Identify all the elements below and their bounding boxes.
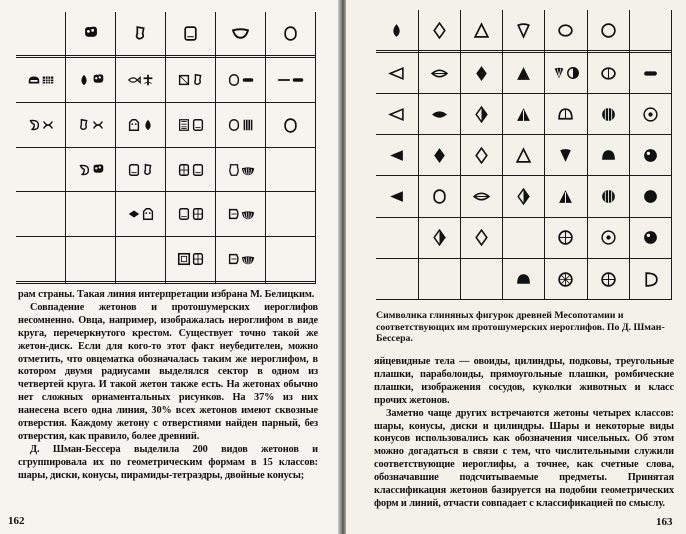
left-table-cell bbox=[216, 58, 266, 103]
left-table-cell bbox=[116, 281, 166, 283]
right-table-cell bbox=[418, 176, 460, 217]
diamH-glyph-icon bbox=[473, 106, 490, 123]
tri-glyph-icon bbox=[515, 147, 532, 164]
eggX-glyph-icon bbox=[600, 65, 617, 82]
right-table-cell bbox=[587, 176, 629, 217]
right-table-cell bbox=[460, 52, 502, 93]
quad-glyph-icon bbox=[177, 163, 191, 177]
left-table-cell bbox=[266, 58, 316, 103]
arrowL-glyph-icon bbox=[388, 188, 405, 205]
thin-glyph-icon bbox=[277, 73, 291, 87]
right-book-page bbox=[346, 0, 686, 534]
right-page-text bbox=[374, 356, 674, 511]
hook-glyph-icon bbox=[77, 118, 91, 132]
right-table-cell bbox=[418, 52, 460, 93]
left-table-cell bbox=[266, 281, 316, 283]
right-table-cell bbox=[418, 258, 460, 299]
left-table-cell bbox=[16, 58, 66, 103]
left-table-cell bbox=[266, 102, 316, 147]
right-table-cell bbox=[629, 10, 671, 50]
left-table-row bbox=[16, 147, 316, 192]
circD-glyph-icon bbox=[642, 106, 659, 123]
ball-glyph-icon bbox=[642, 229, 659, 246]
left-table-cell bbox=[16, 281, 66, 283]
dash-glyph-icon bbox=[241, 73, 255, 87]
triS-glyph-icon bbox=[515, 106, 532, 123]
right-table-cell bbox=[629, 135, 671, 176]
left-table-row bbox=[16, 102, 316, 147]
right-table-cell bbox=[418, 10, 460, 50]
right-paragraph-1: яйцевидные тела — овоиды, цилиндры, подковы, треугольные плашки, параболоиды, прямоугольные плашки, ромбические плашки, изображения сосудов, куколки животных и класс прочих жетонов. bbox=[374, 356, 674, 406]
mit-glyph-icon bbox=[227, 207, 241, 221]
knot-glyph-icon bbox=[41, 118, 55, 132]
diam-glyph-icon bbox=[473, 147, 490, 164]
left-paragraph-1: рам страны. Такая линия интерпретации избрана М. Белицким. bbox=[18, 289, 315, 300]
right-table-cell bbox=[376, 217, 418, 258]
bowl-glyph-icon bbox=[241, 252, 255, 266]
left-table-cell bbox=[266, 236, 316, 281]
circ-glyph-icon bbox=[600, 22, 617, 39]
hook-glyph-icon bbox=[141, 163, 155, 177]
right-table-cell bbox=[503, 217, 545, 258]
right-table-cell bbox=[418, 93, 460, 134]
left-table-cell bbox=[266, 147, 316, 192]
right-table-row bbox=[376, 93, 672, 134]
right-table-cell bbox=[460, 93, 502, 134]
left-table-cell bbox=[116, 147, 166, 192]
right-table-cell bbox=[460, 176, 502, 217]
circX-glyph-icon bbox=[600, 271, 617, 288]
left-table-cell bbox=[216, 102, 266, 147]
wheel-glyph-icon bbox=[557, 271, 574, 288]
drop-glyph-icon bbox=[141, 118, 155, 132]
left-table-cell bbox=[16, 147, 66, 192]
bowl-glyph-icon bbox=[241, 207, 255, 221]
ring-glyph-icon bbox=[77, 163, 91, 177]
right-table-cell bbox=[376, 176, 418, 217]
triF-glyph-icon bbox=[515, 65, 532, 82]
right-table-cell bbox=[545, 176, 587, 217]
right-table-cell bbox=[545, 10, 587, 50]
left-table-cell bbox=[66, 102, 116, 147]
hook-glyph-icon bbox=[191, 73, 205, 87]
right-paragraph-2: Заметно чаще других встречаются жетоны четырех классов: шары, конусы, диски и цилиндры. Шары и некоторые виды конусов использовались как обозначения чисельных. Об этом можно догадаться в связи с тем, что числительными служили соответствующие иероглифы, а точнее, как счетные слова, обозначавшие подсчитываемые предметы. Принятая классификация жетонов базируется на подобии геометрических форм и линий, отчасти совпадает с классификацией по смыслу. bbox=[374, 407, 674, 509]
right-table-row bbox=[376, 10, 672, 50]
right-table-cell bbox=[587, 10, 629, 50]
right-table-row bbox=[376, 176, 672, 217]
bird-glyph-icon bbox=[127, 207, 141, 221]
right-table-cell bbox=[503, 258, 545, 299]
right-table-cell bbox=[587, 52, 629, 93]
left-table-cell bbox=[166, 12, 216, 55]
basket-glyph-icon bbox=[41, 73, 55, 87]
bed-glyph-icon bbox=[27, 73, 41, 87]
right-table-cell bbox=[629, 93, 671, 134]
right-table-cell bbox=[418, 135, 460, 176]
right-table-cell bbox=[376, 135, 418, 176]
pill-glyph-icon bbox=[431, 188, 448, 205]
left-table-cell bbox=[116, 192, 166, 237]
crescent-glyph-icon bbox=[232, 25, 249, 42]
left-paragraph-2: Совпадение жетонов и протошумерских иероглифов несомненно. Овца, например, изображалась иероглифом в виде круга, перечеркнутого крестом. Существует точно такой же жетон-диск. Если для кого-то этот факт неубедителен, можно отметить, что овцематка обозначалась таким же иероглифом, в котором двумя радиусами выделялся сектор в одном из четвертей круга. И такой жетон также есть. На жетонах обычно нет сложных орнаментальных рисунков. На 37% из них нанесена всего одна линия, 30% всех жетонов имеют сквозные отверстия. Каждому жетону с отверстиями найден парный, без отверстия, как правило, более древний. bbox=[18, 301, 318, 442]
pill-glyph-icon bbox=[227, 73, 241, 87]
lensF-glyph-icon bbox=[431, 106, 448, 123]
dRing-glyph-icon bbox=[642, 271, 659, 288]
left-table-cell bbox=[266, 192, 316, 237]
halfF-glyph-icon bbox=[600, 147, 617, 164]
knot-glyph-icon bbox=[91, 118, 105, 132]
left-table-cell bbox=[166, 236, 216, 281]
plate-glyph-icon bbox=[127, 163, 141, 177]
left-table-cell bbox=[166, 58, 216, 103]
figure-caption: Символика глиняных фигурок древней Месопотамии и соответствующих им протошумерских иероглифов. По Д. Шман-Бессера. bbox=[376, 310, 665, 344]
diamF-glyph-icon bbox=[473, 65, 490, 82]
left-table-cell bbox=[16, 192, 66, 237]
left-book-page bbox=[0, 0, 340, 534]
right-table-row bbox=[376, 52, 672, 93]
diamF-glyph-icon bbox=[431, 147, 448, 164]
right-table-cell bbox=[460, 135, 502, 176]
right-table-row bbox=[376, 217, 672, 258]
left-table-cell bbox=[116, 102, 166, 147]
left-table-row bbox=[16, 12, 316, 55]
diamH-glyph-icon bbox=[515, 188, 532, 205]
mit-glyph-icon bbox=[227, 252, 241, 266]
left-table-row bbox=[16, 192, 316, 237]
left-table-cell bbox=[266, 12, 316, 55]
cat-glyph-icon bbox=[127, 118, 141, 132]
left-table-cell bbox=[166, 102, 216, 147]
circS-glyph-icon bbox=[600, 106, 617, 123]
right-table-cell bbox=[503, 176, 545, 217]
lensH-glyph-icon bbox=[431, 65, 448, 82]
blob-glyph-icon bbox=[82, 25, 99, 42]
quad-glyph-icon bbox=[191, 207, 205, 221]
dash-glyph-icon bbox=[291, 73, 305, 87]
right-table-cell bbox=[545, 135, 587, 176]
comb-glyph-icon bbox=[177, 118, 191, 132]
square-glyph-icon bbox=[177, 73, 191, 87]
left-table-cell bbox=[66, 147, 116, 192]
pill-glyph-icon bbox=[282, 117, 299, 134]
left-table-cell bbox=[216, 12, 266, 55]
plate-glyph-icon bbox=[177, 207, 191, 221]
ball-glyph-icon bbox=[642, 147, 659, 164]
right-table-cell bbox=[460, 10, 502, 50]
right-table-cell bbox=[545, 258, 587, 299]
diam-glyph-icon bbox=[473, 229, 490, 246]
dash-glyph-icon bbox=[642, 65, 659, 82]
right-table-cell bbox=[460, 258, 502, 299]
plate-glyph-icon bbox=[182, 25, 199, 42]
right-table-cell bbox=[545, 52, 587, 93]
right-table-cell bbox=[629, 176, 671, 217]
cat-glyph-icon bbox=[141, 207, 155, 221]
right-table-cell bbox=[418, 217, 460, 258]
right-table-cell bbox=[503, 135, 545, 176]
right-table-cell bbox=[587, 258, 629, 299]
ring-glyph-icon bbox=[27, 118, 41, 132]
right-table-cell bbox=[376, 10, 418, 50]
right-table-cell bbox=[503, 93, 545, 134]
token-symbol-table-right bbox=[376, 10, 672, 300]
left-page-number: 162 bbox=[8, 515, 25, 527]
bowl-glyph-icon bbox=[241, 163, 255, 177]
quad-glyph-icon bbox=[191, 252, 205, 266]
triS-glyph-icon bbox=[557, 188, 574, 205]
tri-glyph-icon bbox=[473, 22, 490, 39]
left-table-cell bbox=[16, 102, 66, 147]
left-table-cell bbox=[216, 147, 266, 192]
right-page-number: 163 bbox=[656, 516, 673, 528]
left-table-cell bbox=[216, 192, 266, 237]
fish-glyph-icon bbox=[127, 73, 141, 87]
left-table-cell bbox=[16, 236, 66, 281]
left-table-cell bbox=[66, 281, 116, 283]
left-table-row bbox=[16, 281, 316, 283]
diamH-glyph-icon bbox=[431, 229, 448, 246]
left-table-cell bbox=[216, 236, 266, 281]
circF-glyph-icon bbox=[642, 188, 659, 205]
right-table-cell bbox=[587, 217, 629, 258]
cross-glyph-icon bbox=[141, 73, 155, 87]
left-table-cell bbox=[66, 58, 116, 103]
right-table-cell bbox=[376, 93, 418, 134]
left-paragraph-3: Д. Шман-Бессера выделила 200 видов жетонов и сгруппировала их по геометрическим формам в 15 классов: шары, диски, конусы, пирамиды-тетраэдры, двойные конусы; bbox=[18, 443, 318, 481]
right-table-cell bbox=[503, 10, 545, 50]
left-table-cell bbox=[116, 12, 166, 55]
right-table-row bbox=[376, 135, 672, 176]
pill-glyph-icon bbox=[227, 118, 241, 132]
vessel-glyph-icon bbox=[227, 163, 241, 177]
right-table-cell bbox=[545, 93, 587, 134]
drop-glyph-icon bbox=[77, 73, 91, 87]
diam-glyph-icon bbox=[431, 22, 448, 39]
circH-glyph-icon bbox=[566, 66, 580, 80]
left-table-cell bbox=[16, 12, 66, 55]
left-table-cell bbox=[66, 192, 116, 237]
right-table-cell bbox=[629, 52, 671, 93]
coneS-glyph-icon bbox=[552, 66, 566, 80]
lensH-glyph-icon bbox=[473, 188, 490, 205]
frame-glyph-icon bbox=[177, 252, 191, 266]
right-table-cell bbox=[629, 217, 671, 258]
left-table-cell bbox=[66, 236, 116, 281]
right-table-cell bbox=[503, 52, 545, 93]
half-glyph-icon bbox=[557, 106, 574, 123]
left-table-row bbox=[16, 236, 316, 281]
arrowL-glyph-icon bbox=[388, 147, 405, 164]
circS-glyph-icon bbox=[600, 188, 617, 205]
left-table-cell bbox=[166, 147, 216, 192]
circD-glyph-icon bbox=[600, 229, 617, 246]
right-table-row bbox=[376, 258, 672, 299]
arrowLo-glyph-icon bbox=[388, 65, 405, 82]
right-table-cell bbox=[587, 93, 629, 134]
right-table-cell bbox=[545, 217, 587, 258]
right-table-cell bbox=[460, 217, 502, 258]
hook-glyph-icon bbox=[132, 25, 149, 42]
left-table-cell bbox=[116, 236, 166, 281]
pill-glyph-icon bbox=[282, 25, 299, 42]
blob-glyph-icon bbox=[91, 73, 105, 87]
left-table-cell bbox=[166, 281, 216, 283]
left-table-cell bbox=[66, 12, 116, 55]
left-table-row bbox=[16, 58, 316, 103]
coneF-glyph-icon bbox=[557, 147, 574, 164]
plate-glyph-icon bbox=[191, 118, 205, 132]
right-table-cell bbox=[629, 258, 671, 299]
halfF-glyph-icon bbox=[515, 271, 532, 288]
right-table-cell bbox=[376, 52, 418, 93]
circX-glyph-icon bbox=[557, 229, 574, 246]
right-table-cell bbox=[376, 258, 418, 299]
right-table-cell bbox=[587, 135, 629, 176]
blob-glyph-icon bbox=[91, 163, 105, 177]
drop-glyph-icon bbox=[388, 22, 405, 39]
left-table-cell bbox=[166, 192, 216, 237]
striped-glyph-icon bbox=[241, 118, 255, 132]
cone-glyph-icon bbox=[515, 22, 532, 39]
left-table-cell bbox=[116, 58, 166, 103]
token-symbol-table-left bbox=[16, 12, 316, 284]
arrowLo-glyph-icon bbox=[388, 106, 405, 123]
left-table-cell bbox=[216, 281, 266, 283]
egg-glyph-icon bbox=[557, 22, 574, 39]
plate-glyph-icon bbox=[191, 163, 205, 177]
left-page-text bbox=[18, 289, 318, 483]
